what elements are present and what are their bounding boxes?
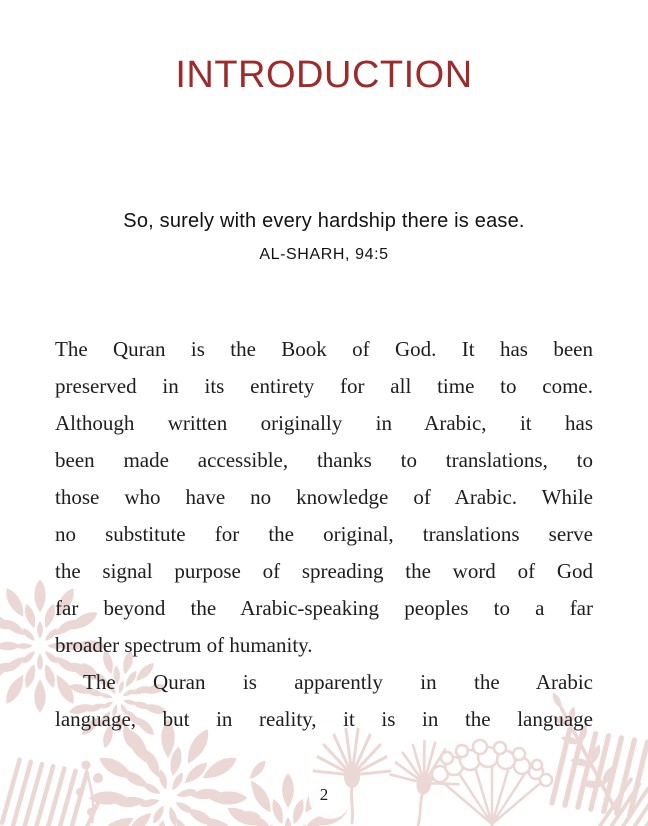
epigraph-citation: AL-SHARH, 94:5 [259,246,389,263]
paragraph [55,664,593,738]
paragraph [55,331,593,664]
page-number: 2 [319,785,329,804]
body-line: been made accessible, thanks to translations, to [55,448,593,472]
body-line: the signal purpose of spreading the word of God [55,559,593,583]
body-line: Although written originally in Arabic, it has [55,411,593,435]
body-line: no substitute for the original, translations serve [55,522,593,546]
body-line: far beyond the Arabic-speaking peoples to a far [55,596,593,620]
body-line: those who have no knowledge of Arabic. While [55,485,593,509]
chapter-title: INTRODUCTION [175,54,473,96]
epigraph [0,210,648,264]
body-line: broader spectrum of humanity. [55,633,313,657]
petal [247,758,269,782]
body-line: The Quran is the Book of God. It has been [55,337,593,361]
body-line: The Quran is apparently in the Arabic [83,670,593,694]
epigraph-quote: So, surely with every hardship there is ease. [123,210,525,232]
dandelion-flower [384,737,464,826]
body-line: preserved in its entirety for all time to come. [55,374,593,398]
body-text [55,331,593,738]
body-line: language, but in reality, it is in the language [55,707,593,731]
